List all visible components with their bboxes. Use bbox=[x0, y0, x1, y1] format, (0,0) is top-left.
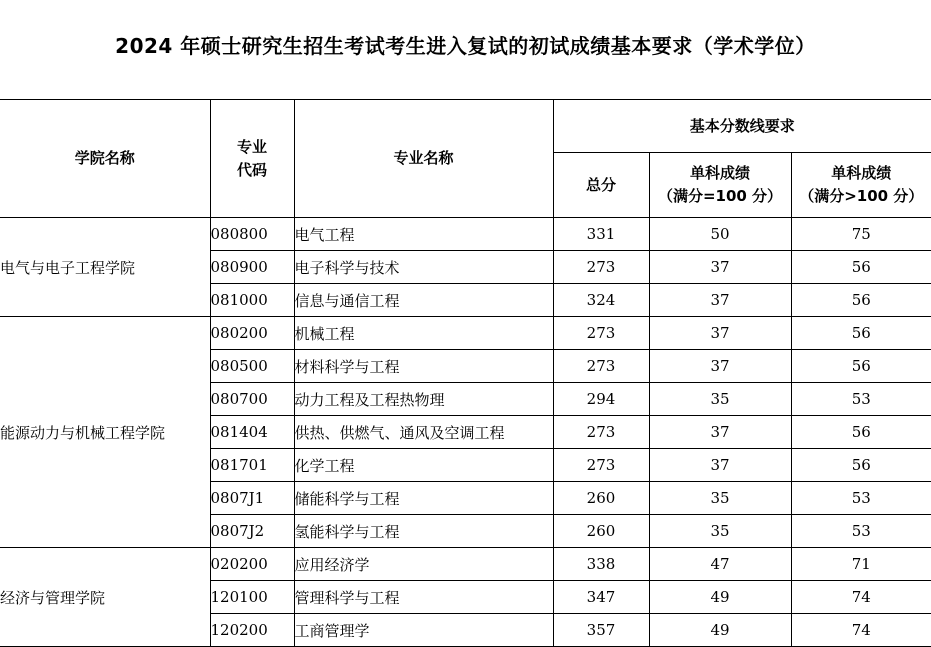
total-score-cell: 273 bbox=[553, 416, 649, 449]
table-row bbox=[0, 548, 931, 581]
code-cell: 0807J2 bbox=[210, 515, 294, 548]
code-cell: 120200 bbox=[210, 614, 294, 647]
major-cell: 供热、供燃气、通风及空调工程 bbox=[294, 416, 553, 449]
major-cell: 材料科学与工程 bbox=[294, 350, 553, 383]
total-score-cell: 338 bbox=[553, 548, 649, 581]
major-cell: 化学工程 bbox=[294, 449, 553, 482]
major-cell: 动力工程及工程热物理 bbox=[294, 383, 553, 416]
code-cell: 020200 bbox=[210, 548, 294, 581]
total-score-cell: 260 bbox=[553, 482, 649, 515]
header-major: 专业名称 bbox=[294, 100, 553, 218]
single-100-cell: 37 bbox=[649, 350, 791, 383]
single-over-100-cell: 56 bbox=[791, 416, 931, 449]
single-100-cell: 49 bbox=[649, 614, 791, 647]
total-score-cell: 273 bbox=[553, 317, 649, 350]
single-over-100-cell: 71 bbox=[791, 548, 931, 581]
college-cell: 能源动力与机械工程学院 bbox=[0, 317, 210, 548]
total-score-cell: 294 bbox=[553, 383, 649, 416]
header-basic-requirements: 基本分数线要求 bbox=[553, 100, 931, 153]
total-score-cell: 331 bbox=[553, 218, 649, 251]
single-over-100-cell: 53 bbox=[791, 383, 931, 416]
total-score-cell: 324 bbox=[553, 284, 649, 317]
major-cell: 电子科学与技术 bbox=[294, 251, 553, 284]
header-single-100-line1: 单科成绩 bbox=[650, 162, 791, 185]
total-score-cell: 260 bbox=[553, 515, 649, 548]
single-100-cell: 35 bbox=[649, 515, 791, 548]
single-100-cell: 37 bbox=[649, 317, 791, 350]
single-100-cell: 37 bbox=[649, 251, 791, 284]
table-row bbox=[0, 218, 931, 251]
college-cell: 电气与电子工程学院 bbox=[0, 218, 210, 317]
major-cell: 工商管理学 bbox=[294, 614, 553, 647]
single-100-cell: 49 bbox=[649, 581, 791, 614]
major-cell: 管理科学与工程 bbox=[294, 581, 553, 614]
total-score-cell: 273 bbox=[553, 251, 649, 284]
total-score-cell: 273 bbox=[553, 350, 649, 383]
major-cell: 储能科学与工程 bbox=[294, 482, 553, 515]
header-code-line1: 专业 bbox=[211, 136, 294, 159]
single-over-100-cell: 53 bbox=[791, 515, 931, 548]
major-cell: 氢能科学与工程 bbox=[294, 515, 553, 548]
code-cell: 120100 bbox=[210, 581, 294, 614]
page-title: 2024 年硕士研究生招生考试考生进入复试的初试成绩基本要求（学术学位） bbox=[0, 30, 931, 59]
code-cell: 081701 bbox=[210, 449, 294, 482]
code-cell: 081404 bbox=[210, 416, 294, 449]
code-cell: 080800 bbox=[210, 218, 294, 251]
code-cell: 080900 bbox=[210, 251, 294, 284]
single-over-100-cell: 74 bbox=[791, 614, 931, 647]
header-code bbox=[210, 100, 294, 218]
single-over-100-cell: 74 bbox=[791, 581, 931, 614]
header-single-100-line2: （满分=100 分） bbox=[650, 185, 791, 208]
major-cell: 信息与通信工程 bbox=[294, 284, 553, 317]
single-100-cell: 50 bbox=[649, 218, 791, 251]
header-code-line2: 代码 bbox=[211, 159, 294, 182]
table-row bbox=[0, 317, 931, 350]
header-college: 学院名称 bbox=[0, 100, 210, 218]
single-over-100-cell: 56 bbox=[791, 317, 931, 350]
single-100-cell: 37 bbox=[649, 284, 791, 317]
major-cell: 应用经济学 bbox=[294, 548, 553, 581]
single-over-100-cell: 75 bbox=[791, 218, 931, 251]
table-body bbox=[0, 218, 931, 647]
single-100-cell: 37 bbox=[649, 416, 791, 449]
single-over-100-cell: 56 bbox=[791, 284, 931, 317]
code-cell: 0807J1 bbox=[210, 482, 294, 515]
single-100-cell: 35 bbox=[649, 482, 791, 515]
header-single-over-100-line2: （满分>100 分） bbox=[792, 185, 931, 208]
table-header bbox=[0, 100, 931, 218]
major-cell: 电气工程 bbox=[294, 218, 553, 251]
total-score-cell: 357 bbox=[553, 614, 649, 647]
single-100-cell: 35 bbox=[649, 383, 791, 416]
single-100-cell: 37 bbox=[649, 449, 791, 482]
code-cell: 080700 bbox=[210, 383, 294, 416]
code-cell: 080200 bbox=[210, 317, 294, 350]
total-score-cell: 273 bbox=[553, 449, 649, 482]
header-total: 总分 bbox=[553, 153, 649, 218]
header-single-over-100-line1: 单科成绩 bbox=[792, 162, 931, 185]
header-single-100 bbox=[649, 153, 791, 218]
header-single-over-100 bbox=[791, 153, 931, 218]
score-table bbox=[0, 99, 931, 647]
single-over-100-cell: 56 bbox=[791, 350, 931, 383]
major-cell: 机械工程 bbox=[294, 317, 553, 350]
code-cell: 080500 bbox=[210, 350, 294, 383]
code-cell: 081000 bbox=[210, 284, 294, 317]
single-over-100-cell: 56 bbox=[791, 449, 931, 482]
total-score-cell: 347 bbox=[553, 581, 649, 614]
college-cell: 经济与管理学院 bbox=[0, 548, 210, 647]
single-100-cell: 47 bbox=[649, 548, 791, 581]
single-over-100-cell: 56 bbox=[791, 251, 931, 284]
single-over-100-cell: 53 bbox=[791, 482, 931, 515]
